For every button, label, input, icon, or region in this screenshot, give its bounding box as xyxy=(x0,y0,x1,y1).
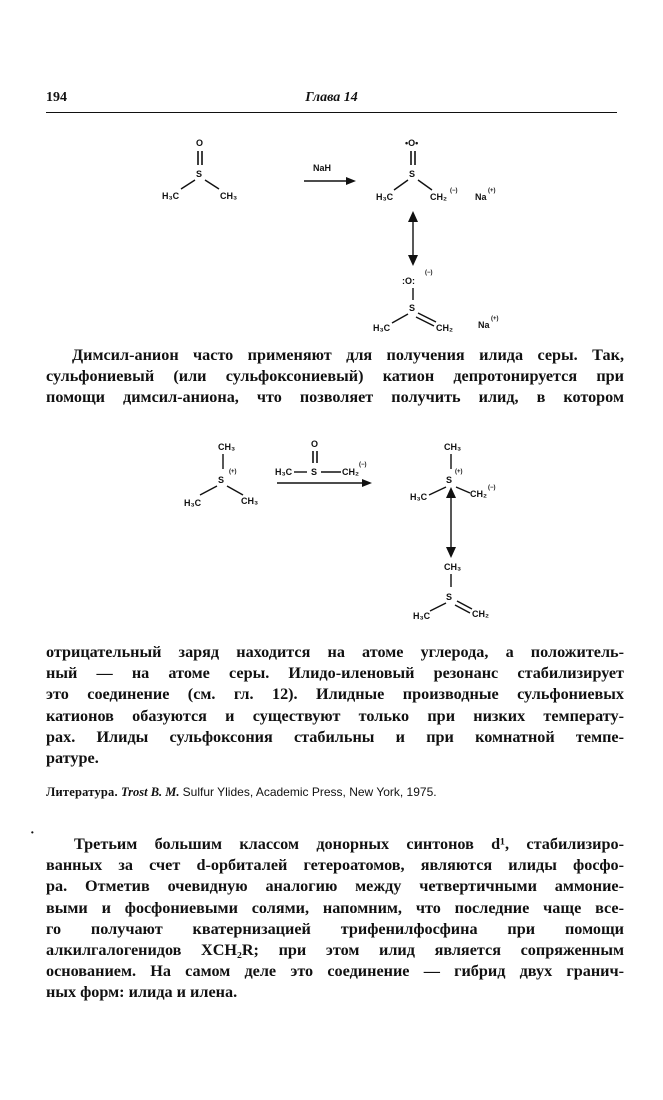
text-line: рах. Илиды сульфоксония стабильны и при комнатной темпе- xyxy=(46,727,624,746)
ylene-oxygen: :O: xyxy=(402,276,415,286)
ylide-bond-right xyxy=(456,487,470,493)
dmso-methyl-right: CH₃ xyxy=(220,191,238,201)
resonance-head-down xyxy=(408,255,418,266)
ylene-sulfur: S xyxy=(409,303,416,313)
ylene-sodium-charge: (+) xyxy=(491,316,499,322)
reagent-charge: (−) xyxy=(359,462,367,468)
cation-methyl-top: CH₃ xyxy=(218,442,236,452)
ylene-bond-left xyxy=(430,603,446,611)
ylide-resonance-arrow xyxy=(446,487,456,558)
ylene-double-bond-a xyxy=(418,313,436,322)
text-line: Димсил-анион часто применяют для получения илида серы. Так, xyxy=(72,346,624,364)
ylene-sodium: Na xyxy=(478,320,490,330)
text-line: ратуре. xyxy=(46,749,99,768)
cation-sulfur: S xyxy=(218,475,225,485)
ylide-sulfur-charge: (+) xyxy=(455,469,463,475)
text-line: Третьим большим классом донорных синтонов d¹, стабилизиро- xyxy=(74,835,624,853)
resonance-arrow xyxy=(408,211,418,266)
text-line: ра. Отметив очевидную аналогию между четвертичными аммоние- xyxy=(46,877,624,896)
page-header xyxy=(46,90,617,112)
dmso-methyl-left: H₃C xyxy=(162,191,180,201)
anion-bond-right xyxy=(418,180,432,190)
ylene-double-bond-b xyxy=(416,317,434,326)
text-line: это соединение (см. гл. 12). Илидные производные сульфониевых xyxy=(46,685,624,704)
ylide-bond-left xyxy=(429,487,446,495)
references-line xyxy=(46,785,437,800)
ylide-sulfur: S xyxy=(446,475,453,485)
cation-methyl-left: H₃C xyxy=(184,498,202,508)
text-line: выми и фосфониевыми солями, напомним, что последние чаще все- xyxy=(46,898,624,917)
ylene-sulfur: S xyxy=(446,592,453,602)
anion-charge: (−) xyxy=(450,188,458,194)
margin-dot: · xyxy=(30,826,35,841)
text-line: ный — на атоме серы. Илидо-иленовый резонанс стабилизирует xyxy=(46,664,624,683)
text-line: сульфониевый (или сульфоксониевый) катион депротонируется при xyxy=(46,367,624,386)
paragraph-phosphorus-ylides xyxy=(46,834,624,1004)
arrow-head xyxy=(346,177,356,185)
references-author: Trost B. M. xyxy=(120,785,180,799)
ylene-ch2: CH₂ xyxy=(472,609,489,619)
anion-sulfur: S xyxy=(409,169,416,179)
ylene-methyl-top: CH₃ xyxy=(444,562,462,572)
cation-bond-right xyxy=(227,486,243,495)
ylide-methyl-left: H₃C xyxy=(410,492,428,502)
ylene-bond-left xyxy=(392,314,408,323)
page-number: 194 xyxy=(46,90,67,105)
trimethylsulfonium-cation xyxy=(184,442,258,508)
cation-methyl-right: CH₃ xyxy=(241,496,259,506)
scheme-sulfonium-ylide xyxy=(0,425,663,640)
ylide-carbon-charge: (−) xyxy=(488,485,496,491)
text-line: помощи димсил-аниона, что позволяет получить илид, в котором xyxy=(46,388,624,407)
references-label: Литература. xyxy=(46,785,118,799)
dimsyl-reagent xyxy=(275,439,372,487)
running-head: Глава 14 xyxy=(305,90,358,105)
cation-charge: (+) xyxy=(229,469,237,475)
anion-ch2: CH₂ xyxy=(430,192,447,202)
anion-methyl: H₃C xyxy=(376,192,394,202)
nah-reaction-arrow xyxy=(304,163,356,185)
paragraph-dimsyl xyxy=(46,345,624,409)
anion-oxygen: •O• xyxy=(405,138,419,148)
ylide-ch2: CH₂ xyxy=(470,489,487,499)
dmso-structure xyxy=(162,138,237,201)
reagent-sulfur: S xyxy=(311,467,318,477)
dmso-sulfur: S xyxy=(196,169,203,179)
reagent-h3c: H₃C xyxy=(275,467,293,477)
ylide-resonance-head-up xyxy=(446,487,456,498)
text-line: отрицательный заряд находится на атоме углерода, а положитель- xyxy=(46,643,624,661)
text-line: го получают кватернизацией трифенилфосфина при помощи xyxy=(46,919,624,938)
text-line: основанием. На самом деле это соединение — гибрид двух гранич- xyxy=(46,962,624,981)
reagent-nah: NaH xyxy=(313,163,332,173)
text-line: ных форм: илида и илена. xyxy=(46,983,238,1002)
dmso-oxygen: O xyxy=(196,138,204,148)
ylene-methyl: H₃C xyxy=(373,323,391,333)
resonance-head-up xyxy=(408,211,418,222)
ylene-ch2: CH₂ xyxy=(436,323,453,333)
header-rule xyxy=(46,112,617,113)
sodium-charge: (+) xyxy=(488,188,496,194)
text-line: алкилгалогенидов XCH₂R; при этом илид является сопряженным xyxy=(46,941,624,960)
ylide-methyl-top: CH₃ xyxy=(444,442,462,452)
reagent-oxygen: O xyxy=(311,439,319,449)
reaction-arrow-head xyxy=(362,479,372,487)
cation-bond-left xyxy=(200,486,217,495)
dimsyl-anion-carbanion-form xyxy=(376,138,496,202)
ylene-methyl-left: H₃C xyxy=(413,611,431,621)
text-line: катионов обазуются и существуют только при низких температу- xyxy=(46,706,624,725)
sulfonium-ylene-form xyxy=(413,562,489,621)
dimsyl-anion-ylene-form xyxy=(373,270,499,333)
dmso-bond-left xyxy=(181,180,195,189)
anion-bond-left xyxy=(394,180,408,190)
scheme-dimsyl-anion xyxy=(0,125,663,350)
paragraph-ylide-resonance xyxy=(46,642,624,769)
ylene-oxygen-charge: (−) xyxy=(425,270,433,276)
sodium-cation: Na xyxy=(475,192,487,202)
reagent-ch2: CH₂ xyxy=(342,467,359,477)
ylide-resonance-head-down xyxy=(446,547,456,558)
references-source: Sulfur Ylides, Academic Press, New York, 1975. xyxy=(182,785,437,799)
text-line: ванных за счет d-орбиталей гетероатомов, являются илиды фосфо- xyxy=(46,856,624,875)
dmso-bond-right xyxy=(205,180,219,189)
